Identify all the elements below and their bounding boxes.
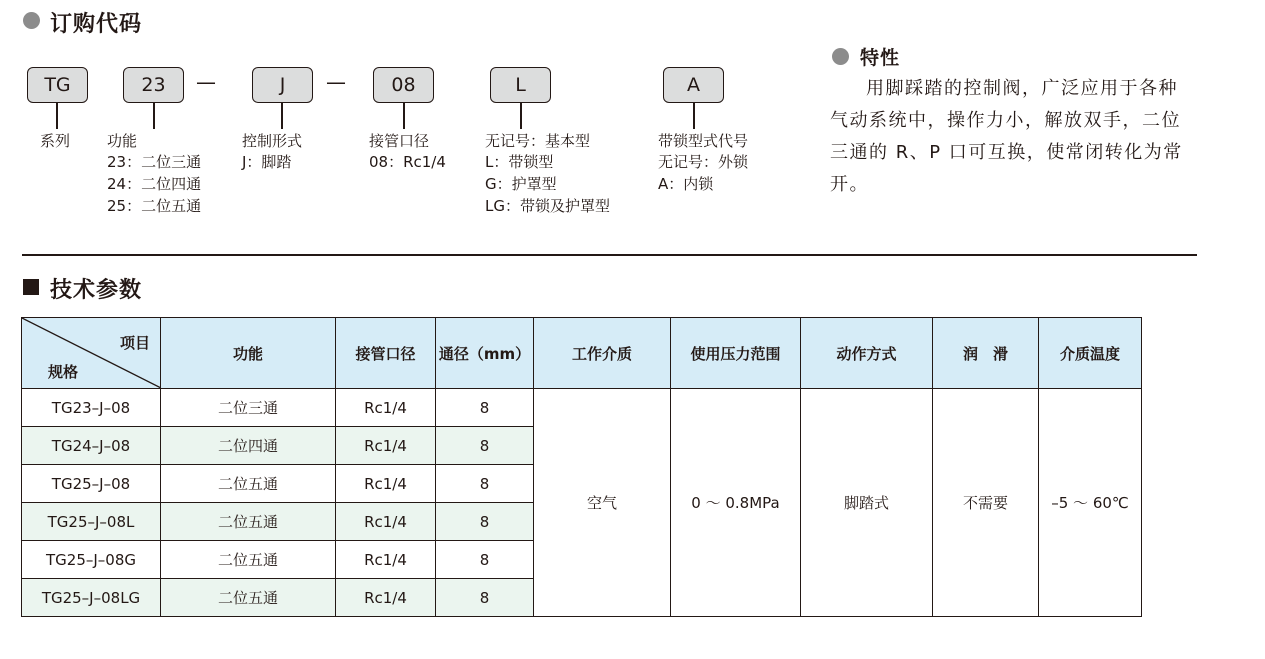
cell-port: Rc1/4 [336, 427, 436, 465]
connector-line [520, 103, 522, 129]
header-item: 项目 [119, 334, 150, 352]
cell-temp: –5 ～ 60℃ [1039, 389, 1142, 617]
cell-function: 二位五通 [161, 503, 336, 541]
features-line: 气动系统中，操作力小，解放双手，二位 [830, 110, 1181, 131]
label-lock-title: 带锁型式代号 [658, 132, 749, 150]
connector-line [153, 103, 155, 129]
cell-model: TG23–J–08 [22, 389, 161, 427]
header-item-spec [22, 318, 161, 389]
cell-function: 二位四通 [161, 427, 336, 465]
diagonal-line [22, 318, 161, 388]
cell-model: TG25–J–08L [22, 503, 161, 541]
code-box-series: TG [27, 67, 88, 103]
table-row [22, 389, 1142, 427]
cell-bore: 8 [436, 503, 534, 541]
cell-model: TG25–J–08 [22, 465, 161, 503]
cell-model: TG25–J–08LG [22, 579, 161, 617]
cell-function: 二位三通 [161, 389, 336, 427]
cell-bore: 8 [436, 427, 534, 465]
header-temp: 介质温度 [1039, 318, 1142, 389]
header-pressure: 使用压力范围 [671, 318, 801, 389]
section-divider [22, 254, 1197, 256]
connector-line [403, 103, 405, 129]
tech-heading: 技术参数 [50, 278, 143, 303]
label-control-title: 控制形式 [242, 132, 303, 150]
table-header-row [22, 318, 1142, 389]
features-line: 开。 [830, 174, 869, 195]
heading-bullet-icon [832, 48, 849, 65]
label-type-line: G：护罩型 [485, 175, 557, 193]
features-line: 用脚踩踏的控制阀，广泛应用于各种 [866, 78, 1178, 99]
cell-port: Rc1/4 [336, 465, 436, 503]
features-heading: 特性 [860, 47, 901, 69]
connector-line [56, 103, 58, 129]
label-function-line: 24：二位四通 [107, 175, 202, 193]
heading-square-icon [23, 279, 39, 295]
label-control-line: J：脚踏 [242, 153, 292, 171]
label-type-line: L：带锁型 [485, 153, 554, 171]
label-function-line: 23：二位三通 [107, 153, 202, 171]
order-code-heading: 订购代码 [50, 12, 143, 37]
code-box-control: J [252, 67, 313, 103]
label-type-line: LG：带锁及护罩型 [485, 197, 610, 215]
features-line: 三通的 R、P 口可互换，使常闭转化为常 [830, 142, 1183, 163]
label-lock-line: 无记号：外锁 [658, 153, 749, 171]
cell-bore: 8 [436, 541, 534, 579]
code-dash: — [196, 70, 216, 94]
code-box-port: 08 [373, 67, 434, 103]
cell-function: 二位五通 [161, 541, 336, 579]
label-series: 系列 [40, 132, 71, 150]
label-function-line: 25：二位五通 [107, 197, 202, 215]
cell-medium: 空气 [534, 389, 671, 617]
header-action: 动作方式 [801, 318, 933, 389]
cell-pressure: 0 ～ 0.8MPa [671, 389, 801, 617]
cell-action: 脚踏式 [801, 389, 933, 617]
cell-lube: 不需要 [933, 389, 1039, 617]
spec-table [21, 317, 1142, 617]
code-dash: — [326, 70, 346, 94]
connector-line [281, 103, 283, 129]
heading-bullet-icon [23, 12, 40, 29]
cell-model: TG25–J–08G [22, 541, 161, 579]
cell-function: 二位五通 [161, 465, 336, 503]
cell-bore: 8 [436, 579, 534, 617]
cell-function: 二位五通 [161, 579, 336, 617]
label-lock-line: A：内锁 [658, 175, 714, 193]
cell-port: Rc1/4 [336, 389, 436, 427]
cell-bore: 8 [436, 389, 534, 427]
cell-port: Rc1/4 [336, 579, 436, 617]
cell-bore: 8 [436, 465, 534, 503]
code-box-type: L [490, 67, 551, 103]
header-port: 接管口径 [336, 318, 436, 389]
header-function: 功能 [161, 318, 336, 389]
label-port-line: 08：Rc1/4 [369, 153, 446, 171]
connector-line [693, 103, 695, 129]
header-bore: 通径（mm） [436, 318, 534, 389]
header-spec: 规格 [48, 363, 79, 381]
cell-model: TG24–J–08 [22, 427, 161, 465]
header-medium: 工作介质 [534, 318, 671, 389]
code-box-lock: A [663, 67, 724, 103]
cell-port: Rc1/4 [336, 503, 436, 541]
label-type-title: 无记号：基本型 [485, 132, 591, 150]
label-function-title: 功能 [107, 132, 138, 150]
code-box-function: 23 [123, 67, 184, 103]
header-lube: 润 滑 [933, 318, 1039, 389]
cell-port: Rc1/4 [336, 541, 436, 579]
label-port-title: 接管口径 [369, 132, 430, 150]
